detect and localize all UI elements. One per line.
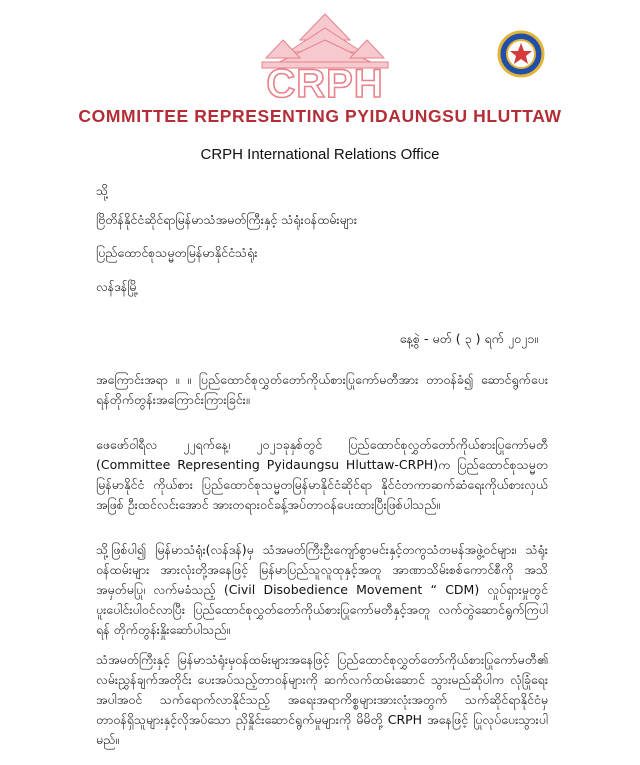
crph-logo-text: CRPH (266, 62, 384, 106)
subject-paragraph: အကြောင်းအရာ ။ ။ ပြည်ထောင်စုလွှတ်တော်ကိုယ်စားပြုကော်မတီအား တာဝန်ခံ၍ ဆောင်ရွက်ပေးရန်တိုက်တွန်းအကြောင်းကြားခြင်း။ (96, 372, 548, 407)
office-title: CRPH International Relations Office (200, 146, 440, 163)
recipient-line-1: ဗြိတိန်နိုင်ငံဆိုင်ရာမြန်မာသံအမတ်ကြီးနှင့် သံရုံးဝန်ထမ်းများ (96, 212, 358, 227)
body-paragraph-1: ဖေဖော်ဝါရီလ ၂၂ရက်နေ့၊ ၂၀၂၁ခုနှစ်တွင် ပြည်ထောင်စုလွှတ်တော်ကိုယ်စားပြုကော်မတီ (Committee Representing Pyidaungsu Hluttaw-CRPH)က ပြည်ထောင်စုသမ္မတမြန်မာနိုင်ငံ ကိုယ်စား ပြည်ထောင်စုသမ္မတမြန်မာနိုင်ငံဆိုင်ရာ နိုင်ငံတကာဆက်ဆံရေးကိုယ်စားလှယ်အဖြစ် ဦးထင်လင်းအောင် အားတရားဝင်ခန့်အပ်တာဝန်ပေးထားပြီးဖြစ်ပါသည်။ (96, 437, 548, 512)
letterhead (0, 0, 640, 135)
letter-date: နေ့စွဲ - မတ် ( ၃ ) ရက် ၂၀၂၁။ (399, 331, 538, 346)
body-paragraph-2: သို့ဖြစ်ပါ၍ မြန်မာသံရုံး(လန်ဒန်)မှ သံအမတ်ကြီးဦးကျော်စွာမင်းနှင့်တကွသံတမန်အဖွဲ့ဝင်များ၊ သံရုံးဝန်ထမ်းများ အားလုံးတို့အနေဖြင့် မြန်မာပြည်သူလူထုနှင့်အတူ အာဏာသိမ်းစစ်ကောင်စီကို အသိအမှတ်မပြု၊ လက်မခံသည့် (Civil Disobedience Movement “ CDM) လှုပ်ရှားမှုတွင် ပူးပေါင်းပါဝင်လာပြီး ပြည်ထောင်စုလွှတ်တော်ကိုယ်စားပြုကော်မတီနှင့်အတူ လက်တွဲဆောင်ရွက်ကြပါရန် တိုက်တွန်းနှိုးဆော်ပါသည်။ (96, 542, 548, 637)
body-paragraph-3: သံအမတ်ကြီးနှင့် မြန်မာသံရုံးမှဝန်ထမ်းများအနေဖြင့် ပြည်ထောင်စုလွှတ်တော်ကိုယ်စားပြုကော်မတီ၏ လမ်းညွှန်ချက်အတိုင်း ပေးအပ်သည့်တာဝန်များကို ဆက်လက်ထမ်းဆောင် သွားမည်ဆိုပါက လုံခြုံရေးအပါအဝင် သက်ရောက်လာနိုင်သည့် အရေးအရာကိစ္စများအားလုံးအတွက် သက်ဆိုင်ရာနိုင်ငံမှ တာဝန်ရှိသူများနှင့်လိုအပ်သော ညှိနှိုင်းဆောင်ရွက်မှုများကို မိမိတို့ CRPH အနေဖြင့် ပြုလုပ်ပေးသွားပါမည်။ (96, 652, 548, 747)
recipient-line-2: ပြည်ထောင်စုသမ္မတမြန်မာနိုင်ငံသံရုံး (96, 245, 258, 260)
committee-tagline: COMMITTEE REPRESENTING PYIDAUNGSU HLUTTAW (78, 106, 562, 126)
recipient-to: သို့ (96, 183, 109, 198)
state-seal-icon (495, 30, 547, 78)
recipient-line-3: လန်ဒန်မြို့ (96, 279, 139, 294)
